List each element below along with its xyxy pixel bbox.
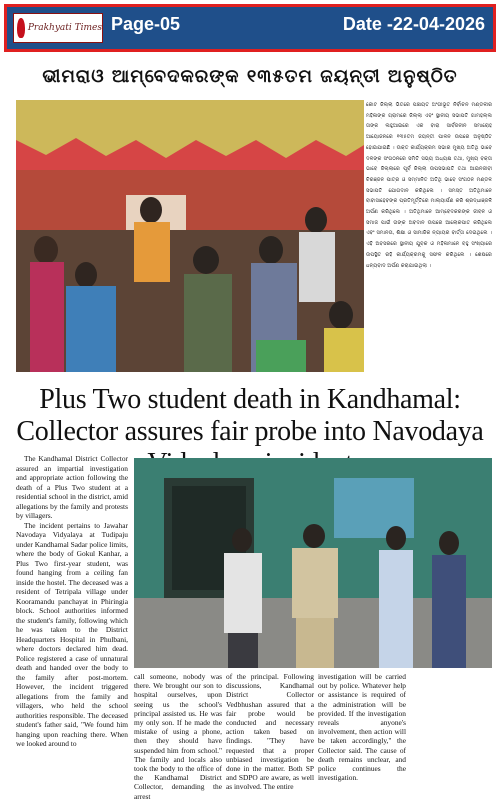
story1-photo [16,100,364,372]
story2-paragraph-1: The Kandhamal District Collector assured an impartial investigation and appropriate action following the death of a Plus Two student at a residential school in the district, amid allegations by the family and protests by villagers. [16,454,128,520]
newspaper-logo [13,13,103,43]
masthead [4,4,496,52]
rose-icon [17,18,25,38]
story2-photo [134,458,492,668]
page-number: Page-05 [111,14,181,34]
story1-body: କୋଟ ଜିଲ୍ଲା ଭିତରେ ପଞ୍ଚାୟତ ଅଂଗୀଭୂତ ନିର୍ବାଚନ ମଣ୍ଡଳୀର ମହିଳାଙ୍କ ଗ୍ରାମରେ ଜିଲ୍ଲା ଏବଂ ସ୍ଥାନୀୟ ସଭାପତି ଗାମହଲ୍ଲ ତାଙ୍କ ଲହୁଆଇରେ ଏକ ବାରା ସାର୍ବଜନୀନ ସମାରୋହ ଆୟୋଜନରେ ୧୩୫ତମ ଜୟନ୍ତୀ ପାଳନ ଉପରେ ଅନୁଷ୍ଠିତ ହୋଇଯାଇଛି । ଉକ୍ତ କାର୍ଯ୍ୟକ୍ରମ ସଭାର ମୁଖ୍ୟ ଅତିଥି ଭାବେ ଦଳଙ୍କ ସଂଗଠନରେ ସମିତି ସଭ୍ୟ ଅଧ୍ୟକ୍ଷ ତଥା, ମୁଖ୍ୟ ବକ୍ତା ଭାବେ ଜିଲ୍ଲାରେ ପୂର୍ବ ଜିଲ୍ଲା ଉପସଭାପତି ତଥା ଆଇନଜୀବୀ ଚିରଞ୍ଜନ ପାତ୍ର ଓ ସମ୍ମାନିତ ଅତିଥି ଭାବେ ସଂଗଠନ ମଣ୍ଡଳ ସଭାପତି ଯୋଗଦାନ କରିଥିଲେ । ସମସ୍ତ ଅତିଥିମାନେ ବାବାସାହେବଙ୍କ ପ୍ରତିମୂର୍ତ୍ତିରେ ମାଲ୍ୟାର୍ପଣ କରି ଶ୍ରଦ୍ଧାଞ୍ଜଳି ଅର୍ପଣ କରିଥିଲେ । ଅତିଥିମାନେ ଆମ୍ବେଦକରଙ୍କ ଜୀବନ ଓ ସମାଜ ପାଇଁ ତାଙ୍କ ଅବଦାନ ଉପରେ ଆଲୋକପାତ କରିଥିଲେ ଏବଂ ସମାନତା, ଶିକ୍ଷା ଓ ସାମାଜିକ ନ୍ୟାୟର ବାର୍ତ୍ତା ଦେଇଥିଲେ । ଏହି ଅବସରରେ ସ୍ଥାନୀୟ ଯୁବକ ଓ ମହିଳାମାନେ ବହୁ ସଂଖ୍ୟାରେ ଉପସ୍ଥିତ ରହି କାର୍ଯ୍ୟକ୍ରମକୁ ସଫଳ କରିଥିଲେ । ଶେଷରେ ଧନ୍ୟବାଦ ଅର୍ପଣ କରାଯାଇଥିଲା । [366,102,492,269]
logo-text: Prakhyati Times [27,23,102,33]
story1-headline: ଭୀମରାଓ ଆମ୍ବେଦକରଙ୍କ ୧୩୫ତମ ଜୟନ୍ତୀ ଅନୁଷ୍ଠିତ [42,65,458,87]
story2-headline: Plus Two student death in Kandhamal: Collector assures fair probe into Navodaya [16,384,484,447]
story2-column-4: investigation will be carried out by police. Whatever help or assistance is required of the administration will be provided. If the investigation reveals anyone's involvement, then action will be taken accordingly," the Collector said. The cause of death remains unclear, and police continues the investigation. [318,672,406,783]
story2-column-2: call someone, nobody was there. We brought our son to hospital ourselves, upon seeing us the school's principal assisted us. He was my only son. If he made the mistake of using a phone, then they should have suspended him from school." The family and locals also took the body to the office of the Kandhamal District Collector, demanding the arrest [134,672,222,801]
story2-column-1 [16,454,128,772]
issue-date: Date -22-04-2026 [342,14,485,34]
story2-column-3: of the principal. Following discussions, Kandhamal District Collector Vedbhushan assured that a fair probe would be conducted and necessary action taken based on findings. "They have requested that a proper unbiased investigation be done in the matter. Both SP and SDPO are aware, as well as involved. The entire [226,672,314,792]
story2-paragraph-2: The incident pertains to Jawahar Navodaya Vidyalaya at Tudipaju under Kandhamal Sadar police limits, where the body of Gokul Kanhar, a Plus Two first-year student, was found hanging from a ceiling fan inside the hostel. The deceased was a resident of Tetripala village under Kooramandu panchayat in Phiringia block. School authorities informed the student's family, following which he was taken to the District Headquarters Hospital in Phulbani, where doctors declared him dead. Police registered a case of unnatural death and handed over the body to the family after post-mortem. However, the incident triggered allegations from the family and villagers, who held the school authorities responsible. The deceased student's father said, "We found him hanging upon reaching there. When we looked around to [16,520,128,748]
